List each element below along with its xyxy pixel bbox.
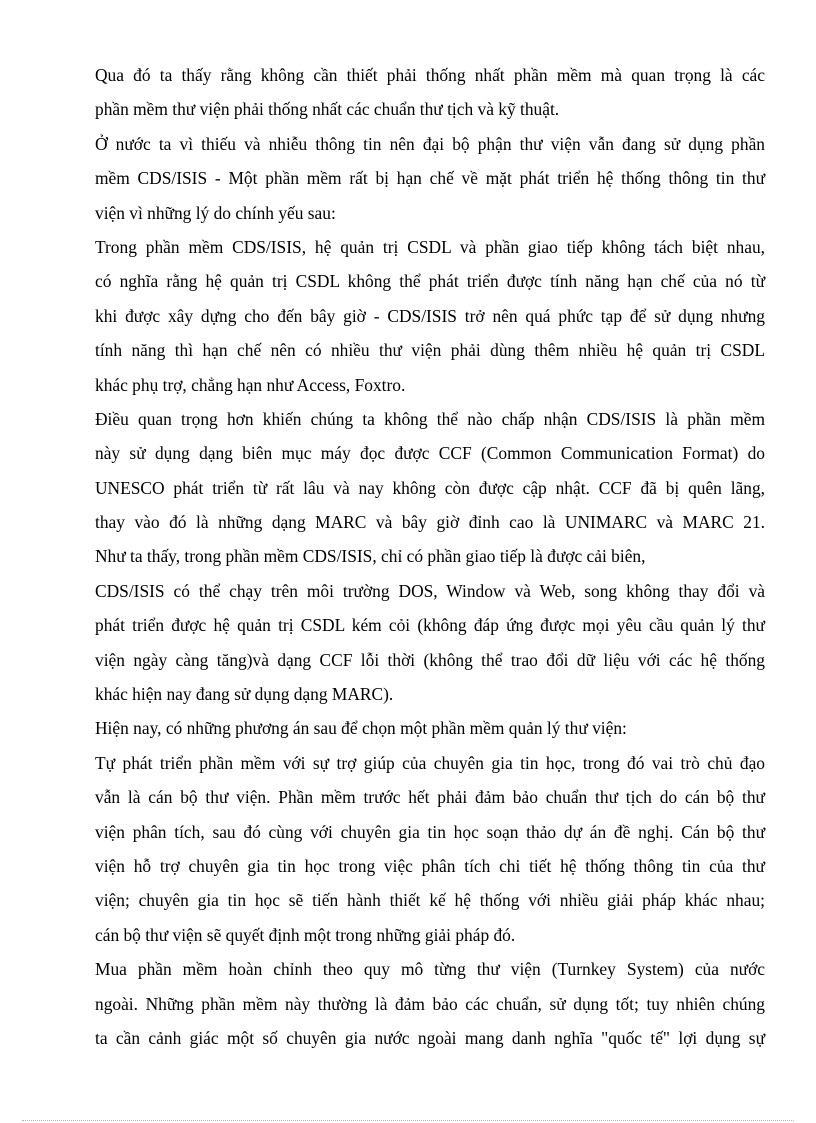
text-line: Ở nước ta vì thiếu và nhiễu thông tin nên đại bộ phận thư viện vẫn đang sử dụng phần <box>95 133 765 154</box>
text-line: cán bộ thư viện sẽ quyết định một trong những giải pháp đó. <box>95 924 516 945</box>
text-line: Tự phát triển phần mềm với sự trợ giúp của chuyên gia tin học, trong đó vai trò chủ đạo <box>95 752 765 773</box>
text-line: Qua đó ta thấy rằng không cần thiết phải thống nhất phần mềm mà quan trọng là các <box>95 65 765 85</box>
text-line: mềm CDS/ISIS - Một phần mềm rất bị hạn chế về mặt phát triển hệ thống thông tin thư <box>95 168 765 189</box>
text-line: CDS/ISIS có thể chạy trên môi trường DOS, Window và Web, song không thay đổi và <box>95 580 765 601</box>
text-line: Như ta thấy, trong phần mềm CDS/ISIS, chỉ có phần giao tiếp là được cải biên, <box>95 546 646 567</box>
text-line: viện phân tích, sau đó cùng với chuyên gia tin học soạn thảo dự án đề nghị. Cán bộ thư <box>95 821 765 842</box>
text-line: khác hiện nay đang sử dụng dạng MARC). <box>95 684 394 705</box>
text-line: viện; chuyên gia tin học sẽ tiến hành thiết kế hệ thống với nhiều giải pháp khác nhau; <box>95 890 765 911</box>
text-line: Trong phần mềm CDS/ISIS, hệ quản trị CSDL và phần giao tiếp không tách biệt nhau, <box>95 236 765 257</box>
text-line: vẫn là cán bộ thư viện. Phần mềm trước hết phải đảm bảo chuẩn thư tịch do cán bộ thư <box>95 787 765 808</box>
text-line: Điều quan trọng hơn khiến chúng ta không thể nào chấp nhận CDS/ISIS là phần mềm <box>95 408 765 429</box>
text-line: Hiện nay, có những phương án sau để chọn một phần mềm quản lý thư viện: <box>95 718 627 739</box>
text-line: có nghĩa rằng hệ quản trị CSDL không thể phát triển được tính năng hạn chế của nó từ <box>95 271 765 292</box>
text-line: viện ngày càng tăng)và dạng CCF lỗi thời (không thể trao đổi dữ liệu với các hệ thống <box>95 649 765 670</box>
text-line: này sử dụng dạng biên mục máy đọc được CCF (Common Communication Format) do <box>95 443 765 464</box>
page-bottom-rule <box>22 1120 794 1121</box>
text-line: phát triển được hệ quản trị CSDL kém cỏi (không đáp ứng được mọi yêu cầu quản lý thư <box>95 615 765 636</box>
text-line: khác phụ trợ, chẳng hạn như Access, Foxtro. <box>95 374 406 395</box>
text-line: khi được xây dựng cho đến bây giờ - CDS/ISIS trở nên quá phức tạp để sử dụng nhưng <box>95 305 765 326</box>
text-line: tính năng thì hạn chế nên có nhiều thư viện phải dùng thêm nhiều hệ quản trị CSDL <box>95 340 765 361</box>
text-line: phần mềm thư viện phải thống nhất các chuẩn thư tịch và kỹ thuật. <box>95 99 560 120</box>
text-line: viện vì những lý do chính yếu sau: <box>95 202 336 223</box>
text-line: ngoài. Những phần mềm này thường là đảm bảo các chuẩn, sử dụng tốt; tuy nhiên chúng <box>95 993 765 1014</box>
text-line: Mua phần mềm hoàn chỉnh theo quy mô từng thư viện (Turnkey System) của nước <box>95 959 765 980</box>
text-line: ta cần cảnh giác một số chuyên gia nước ngoài mang danh nghĩa "quốc tế" lợi dụng sự <box>95 1027 765 1048</box>
text-line: thay vào đó là những dạng MARC và bây giờ đỉnh cao là UNIMARC và MARC 21. <box>95 512 765 533</box>
text-line: viện hỗ trợ chuyên gia tin học trong việc phân tích chi tiết hệ thống thông tin của thư <box>95 855 765 876</box>
document-body <box>95 58 765 1055</box>
text-line: UNESCO phát triển từ rất lâu và nay không còn được cập nhật. CCF đã bị quên lãng, <box>95 477 765 498</box>
